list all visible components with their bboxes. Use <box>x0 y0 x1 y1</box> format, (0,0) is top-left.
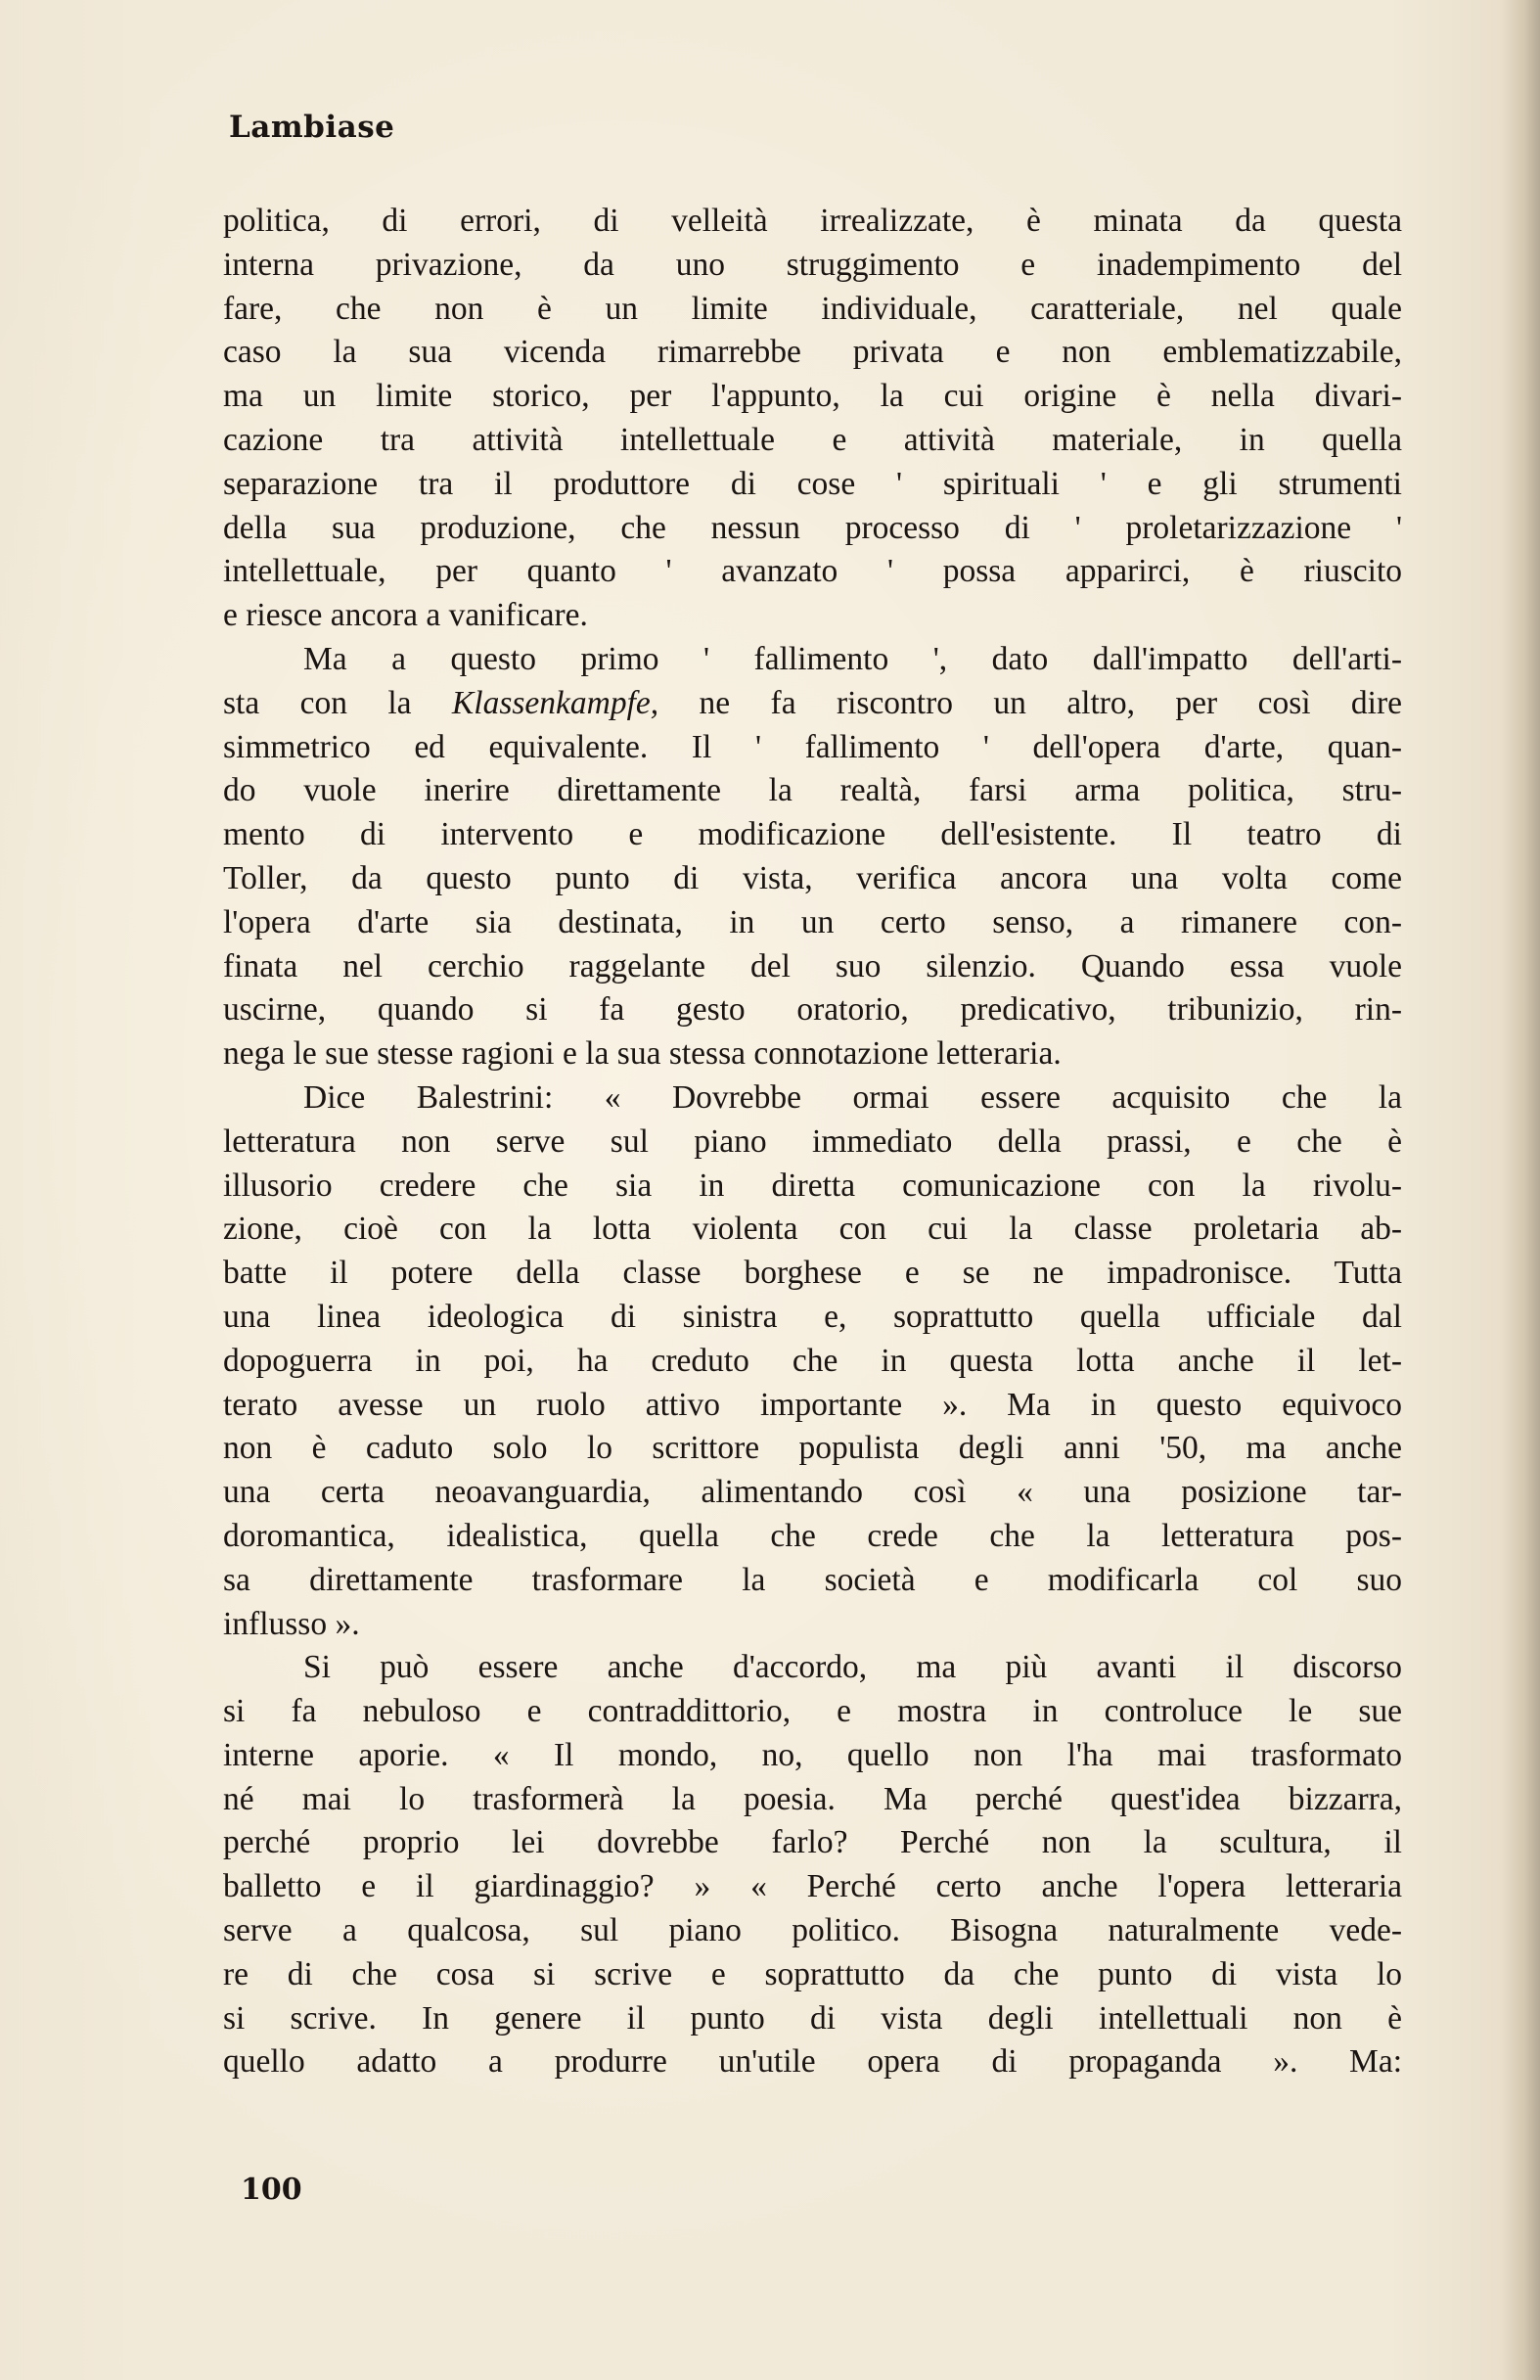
text-fragment: ne fa riscontro un altro, per così dire <box>699 684 1402 721</box>
text-line: serve a qualcosa, sul piano politico. Bisogna naturalmente vede- <box>223 1912 1402 1949</box>
running-head: Lambiase <box>229 110 395 145</box>
text-line: batte il potere della classe borghese e se ne impadronisce. Tutta <box>223 1255 1402 1292</box>
text-line: separazione tra il produttore di cose ' spirituali ' e gli strumenti <box>223 465 1402 502</box>
text-line: si fa nebuloso e contraddittorio, e mostra in controluce le sue <box>223 1693 1402 1730</box>
text-line: illusorio credere che sia in diretta comunicazione con la rivolu- <box>223 1167 1402 1204</box>
text-line: do vuole inerire direttamente la realtà, farsi arma politica, stru- <box>223 772 1402 809</box>
text-line: quello adatto a produrre un'utile opera di propaganda ». Ma: <box>223 2043 1402 2081</box>
text-line: ma un limite storico, per l'appunto, la cui origine è nella divari- <box>223 378 1402 415</box>
text-line: politica, di errori, di velleità irrealizzate, è minata da questa <box>223 203 1402 239</box>
text-line: re di che cosa si scrive e soprattutto da che punto di vista lo <box>223 1955 1402 1992</box>
text-line: caso la sua vicenda rimarrebbe privata e non emblematizzabile, <box>223 334 1402 371</box>
text-line: terato avesse un ruolo attivo importante ». Ma in questo equivoco <box>223 1386 1402 1423</box>
text-line: una certa neoavanguardia, alimentando così « una posizione tar- <box>223 1474 1402 1511</box>
text-line: letteratura non serve sul piano immediato della prassi, e che è <box>223 1122 1402 1160</box>
text-line: uscirne, quando si fa gesto oratorio, predicativo, tribunizio, rin- <box>223 991 1402 1029</box>
text-line: simmetrico ed equivalente. Il ' fallimento ' dell'opera d'arte, quan- <box>223 728 1402 765</box>
text-line-with-italic <box>223 682 1402 726</box>
text-line: né mai lo trasformerà la poesia. Ma perché quest'idea bizzarra, <box>223 1780 1402 1817</box>
text-line: interne aporie. « Il mondo, no, quello non l'ha mai trasformato <box>223 1736 1402 1773</box>
text-line: dopoguerra in poi, ha creduto che in questa lotta anche il let- <box>223 1342 1402 1379</box>
text-line: della sua produzione, che nessun processo di ' proletarizzazione ' <box>223 509 1402 546</box>
text-line: nega le sue stesse ragioni e la sua stessa connotazione letteraria. <box>223 1035 1062 1073</box>
text-line: interna privazione, da uno struggimento e inadempimento del <box>223 246 1402 283</box>
text-line: si scrive. In genere il punto di vista degli intellettuali non è <box>223 1999 1402 2037</box>
text-line: influsso ». <box>223 1605 360 1642</box>
text-line: mento di intervento e modificazione dell'esistente. Il teatro di <box>223 816 1402 853</box>
text-line: non è caduto solo lo scrittore populista degli anni '50, ma anche <box>223 1430 1402 1467</box>
text-line: Toller, da questo punto di vista, verifica ancora una volta come <box>223 859 1402 896</box>
text-line: zione, cioè con la lotta violenta con cui la classe proletaria ab- <box>223 1211 1402 1248</box>
text-line: cazione tra attività intellettuale e attività materiale, in quella <box>223 421 1402 458</box>
text-line: fare, che non è un limite individuale, caratteriale, nel quale <box>223 290 1402 327</box>
text-fragment: sta con la <box>223 684 412 721</box>
text-line: Si può essere anche d'accordo, ma più avanti il discorso <box>303 1649 1402 1686</box>
text-line: e riesce ancora a vanificare. <box>223 597 588 634</box>
text-line: una linea ideologica di sinistra e, soprattutto quella ufficiale dal <box>223 1298 1402 1335</box>
text-line: balletto e il giardinaggio? » « Perché certo anche l'opera letteraria <box>223 1868 1402 1905</box>
text-line: perché proprio lei dovrebbe farlo? Perché non la scultura, il <box>223 1824 1402 1861</box>
page-edge-shadow <box>1501 0 1540 2380</box>
text-line: sa direttamente trasformare la società e modificarla col suo <box>223 1561 1402 1598</box>
body-text <box>223 200 1402 2084</box>
text-line: intellettuale, per quanto ' avanzato ' possa apparirci, è riuscito <box>223 553 1402 590</box>
text-line: doromantica, idealistica, quella che crede che la letteratura pos- <box>223 1517 1402 1554</box>
text-line: Dice Balestrini: « Dovrebbe ormai essere acquisito che la <box>303 1078 1402 1116</box>
text-line: Ma a questo primo ' fallimento ', dato dall'impatto dell'arti- <box>303 640 1402 677</box>
text-line: finata nel cerchio raggelante del suo silenzio. Quando essa vuole <box>223 947 1402 984</box>
text-line: l'opera d'arte sia destinata, in un certo senso, a rimanere con- <box>223 903 1402 940</box>
italic-term: Klassenkampfe, <box>451 684 659 721</box>
page-number: 100 <box>241 2173 302 2207</box>
